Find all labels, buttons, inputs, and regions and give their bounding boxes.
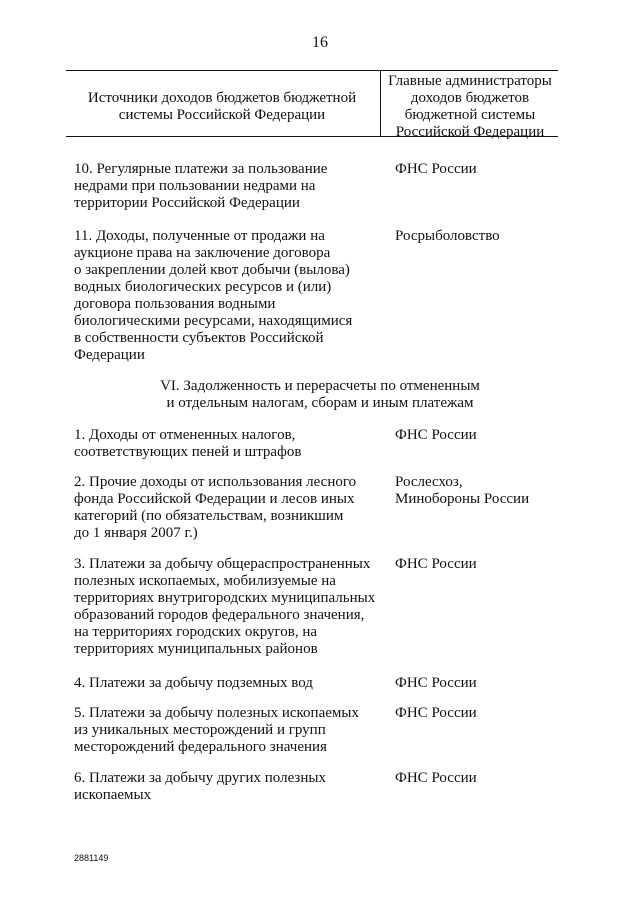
administrator-item-10 xyxy=(395,161,585,178)
administrator-item-11 xyxy=(395,228,585,245)
header-sources-line: системы Российской Федерации xyxy=(118,107,326,123)
income-source-item-3 xyxy=(74,556,378,658)
income-source-line: месторождений федерального значения xyxy=(74,739,327,755)
administrator-line: ФНС России xyxy=(395,675,477,691)
income-source-line: 1. Доходы от отмененных налогов, xyxy=(74,427,296,443)
income-source-line: водных биологических ресурсов и (или) xyxy=(74,279,332,295)
income-source-item-11 xyxy=(74,228,378,364)
administrator-line: ФНС России xyxy=(395,705,477,721)
income-source-line: 10. Регулярные платежи за пользование xyxy=(74,161,328,177)
administrator-item-5 xyxy=(395,705,585,722)
income-source-line: категорий (по обязательствам, возникшим xyxy=(74,508,344,524)
income-source-item-5 xyxy=(74,705,378,756)
income-source-item-2 xyxy=(74,474,378,542)
administrator-line: ФНС России xyxy=(395,427,477,443)
header-administrators-line: Российской Федерации xyxy=(395,124,545,140)
administrator-line: Минобороны России xyxy=(395,491,530,507)
section-title-vi xyxy=(70,378,570,412)
administrator-item-2 xyxy=(395,474,585,508)
income-source-line: аукционе права на заключение договора xyxy=(74,245,331,261)
income-source-line: 11. Доходы, полученные от продажи на xyxy=(74,228,325,244)
income-source-line: до 1 января 2007 г.) xyxy=(74,525,198,541)
income-source-item-1 xyxy=(74,427,378,461)
income-source-line: о закреплении долей квот добычи (вылова) xyxy=(74,262,350,278)
income-source-line: 6. Платежи за добычу других полезных xyxy=(74,770,326,786)
header-column-divider xyxy=(380,70,381,136)
administrator-line: Рослесхоз, xyxy=(395,474,463,490)
document-code: 2881149 xyxy=(74,853,109,863)
income-source-line: договора пользования водными xyxy=(74,296,276,312)
income-source-line: в собственности субъектов Российской xyxy=(74,330,324,346)
income-source-line: на территориях городских округов, на xyxy=(74,624,318,640)
income-source-line: из уникальных месторождений и групп xyxy=(74,722,326,738)
administrator-line: ФНС России xyxy=(395,161,477,177)
income-source-line: 5. Платежи за добычу полезных ископаемых xyxy=(74,705,359,721)
income-source-line: полезных ископаемых, мобилизуемые на xyxy=(74,573,336,589)
header-administrators xyxy=(382,73,558,141)
header-administrators-line: бюджетной системы xyxy=(404,107,536,123)
income-source-line: недрами при пользовании недрами на xyxy=(74,178,316,194)
administrator-line: Росрыболовство xyxy=(395,228,500,244)
header-administrators-line: доходов бюджетов xyxy=(410,90,530,106)
income-source-line: ископаемых xyxy=(74,787,152,803)
income-source-line: Федерации xyxy=(74,347,145,363)
administrator-line: ФНС России xyxy=(395,556,477,572)
income-source-line: 4. Платежи за добычу подземных вод xyxy=(74,675,313,691)
income-source-line: территориях муниципальных районов xyxy=(74,641,318,657)
income-source-line: биологическими ресурсами, находящимися xyxy=(74,313,353,329)
header-sources-line: Источники доходов бюджетов бюджетной xyxy=(87,90,357,106)
income-source-line: территориях внутригородских муниципальных xyxy=(74,590,376,606)
income-source-line: территории Российской Федерации xyxy=(74,195,300,211)
header-top-rule xyxy=(66,70,558,71)
income-source-item-4 xyxy=(74,675,378,692)
income-source-line: образований городов федерального значения, xyxy=(74,607,365,623)
section-title-line: и отдельным налогам, сборам и иным платежам xyxy=(166,395,474,411)
income-source-item-6 xyxy=(74,770,378,804)
header-sources xyxy=(66,90,378,124)
administrator-item-1 xyxy=(395,427,585,444)
page-number: 16 xyxy=(312,34,328,51)
income-source-item-10 xyxy=(74,161,378,212)
income-source-line: 3. Платежи за добычу общераспространенных xyxy=(74,556,371,572)
administrator-item-4 xyxy=(395,675,585,692)
income-source-line: фонда Российской Федерации и лесов иных xyxy=(74,491,355,507)
section-title-line: VI. Задолженность и перерасчеты по отмененным xyxy=(160,378,480,394)
administrator-line: ФНС России xyxy=(395,770,477,786)
income-source-line: соответствующих пеней и штрафов xyxy=(74,444,302,460)
administrator-item-3 xyxy=(395,556,585,573)
administrator-item-6 xyxy=(395,770,585,787)
income-source-line: 2. Прочие доходы от использования лесного xyxy=(74,474,357,490)
header-administrators-line: Главные администраторы xyxy=(388,73,552,89)
